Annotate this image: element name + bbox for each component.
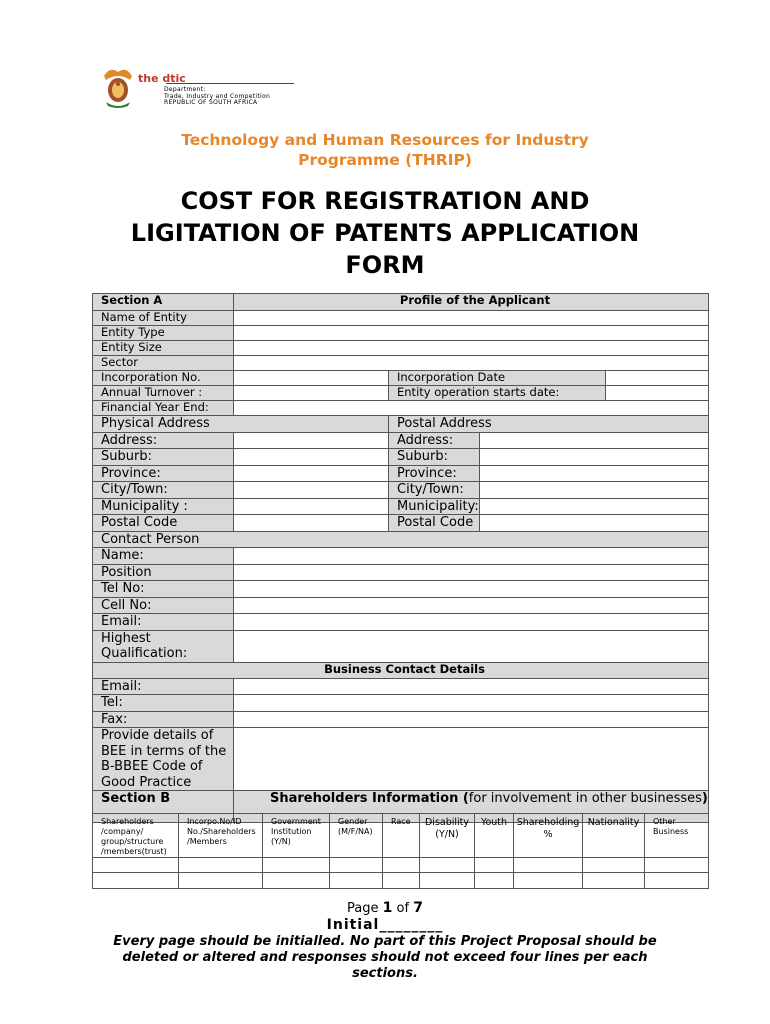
initial-line: Initial________: [326, 917, 444, 933]
operation-start-label: Entity operation starts date:: [389, 386, 606, 401]
shareholder-cell[interactable]: [514, 873, 583, 889]
entity-type-field[interactable]: [234, 326, 709, 341]
coat-of-arms-icon: [100, 66, 136, 108]
shareholder-cell[interactable]: [179, 873, 263, 889]
physical-city-label: City/Town:: [93, 482, 234, 499]
name-of-entity-field[interactable]: [234, 311, 709, 326]
physical-city-field[interactable]: [234, 482, 389, 499]
financial-year-end-label: Financial Year End:: [93, 401, 234, 416]
contact-tel-field[interactable]: [234, 581, 709, 598]
section-b-label: Section B: [93, 791, 234, 823]
col-incorporation-no: Incorpo.No/ID No./Shareholders /Members: [179, 814, 263, 858]
physical-municipality-label: Municipality :: [93, 498, 234, 515]
shareholder-cell[interactable]: [383, 858, 420, 873]
incorporation-date-label: Incorporation Date: [389, 371, 606, 386]
sector-field[interactable]: [234, 356, 709, 371]
shareholder-cell[interactable]: [263, 858, 330, 873]
shareholder-cell[interactable]: [475, 873, 514, 889]
highest-qualification-field[interactable]: [234, 630, 709, 662]
postal-province-field[interactable]: [480, 465, 709, 482]
entity-type-label: Entity Type: [93, 326, 234, 341]
postal-city-label: City/Town:: [389, 482, 480, 499]
physical-province-label: Province:: [93, 465, 234, 482]
shareholder-cell[interactable]: [93, 873, 179, 889]
shareholder-cell[interactable]: [583, 873, 645, 889]
col-government-institution: Government Institution (Y/N): [263, 814, 330, 858]
contact-tel-label: Tel No:: [93, 581, 234, 598]
physical-municipality-field[interactable]: [234, 498, 389, 515]
contact-name-field[interactable]: [234, 548, 709, 565]
contact-cell-field[interactable]: [234, 597, 709, 614]
section-a-label: Section A: [93, 294, 234, 311]
postal-address-heading: Postal Address: [389, 416, 709, 433]
shareholder-cell[interactable]: [645, 858, 709, 873]
postal-municipality-field[interactable]: [480, 498, 709, 515]
incorporation-date-field[interactable]: [606, 371, 709, 386]
business-tel-field[interactable]: [234, 695, 709, 712]
postal-address-label: Address:: [389, 432, 480, 449]
page-indicator: Page 1 of 7: [347, 900, 423, 916]
sector-label: Sector: [93, 356, 234, 371]
physical-postal-code-label: Postal Code: [93, 515, 234, 532]
bee-details-field[interactable]: [234, 728, 709, 791]
shareholder-cell[interactable]: [179, 858, 263, 873]
name-of-entity-label: Name of Entity: [93, 311, 234, 326]
footer-notice: Every page should be initialled. No part of this Project Proposal should be deleted or altered and responses should not exceed four lines per each sections.: [113, 934, 657, 981]
form-title: COST FOR REGISTRATION AND LIGITATION OF PATENTS APPLICATION FORM: [130, 187, 640, 279]
financial-year-end-field[interactable]: [234, 401, 709, 416]
col-disability: Disability (Y/N): [420, 814, 475, 858]
business-email-label: Email:: [93, 678, 234, 695]
postal-postal-code-label: Postal Code: [389, 515, 480, 532]
bee-details-label: Provide details of BEE in terms of the B-BBEE Code of Good Practice: [93, 728, 234, 791]
shareholder-cell[interactable]: [263, 873, 330, 889]
business-email-field[interactable]: [234, 678, 709, 695]
incorporation-no-field[interactable]: [234, 371, 389, 386]
profile-heading: Profile of the Applicant: [234, 294, 709, 311]
postal-municipality-label: Municipality:: [389, 498, 480, 515]
shareholder-cell[interactable]: [583, 858, 645, 873]
shareholder-cell[interactable]: [645, 873, 709, 889]
contact-position-label: Position: [93, 564, 234, 581]
shareholder-cell[interactable]: [420, 858, 475, 873]
postal-suburb-label: Suburb:: [389, 449, 480, 466]
postal-province-label: Province:: [389, 465, 480, 482]
entity-size-label: Entity Size: [93, 341, 234, 356]
shareholders-heading: Shareholders Information (for involvement in other businesses): [234, 791, 709, 823]
physical-province-field[interactable]: [234, 465, 389, 482]
shareholder-cell[interactable]: [93, 858, 179, 873]
shareholder-cell[interactable]: [475, 858, 514, 873]
col-youth: Youth: [475, 814, 514, 858]
business-fax-label: Fax:: [93, 711, 234, 728]
col-shareholding: Shareholding %: [514, 814, 583, 858]
logo-brand: the dtic: [138, 72, 186, 85]
logo-department: Department: Trade, Industry and Competition REPUBLIC OF SOUTH AFRICA: [164, 86, 271, 106]
postal-suburb-field[interactable]: [480, 449, 709, 466]
shareholder-cell[interactable]: [514, 858, 583, 873]
physical-suburb-label: Suburb:: [93, 449, 234, 466]
contact-email-field[interactable]: [234, 614, 709, 631]
col-other-business: Other Business: [645, 814, 709, 858]
annual-turnover-field[interactable]: [234, 386, 389, 401]
shareholder-cell[interactable]: [420, 873, 475, 889]
section-a-table: [92, 293, 709, 823]
contact-name-label: Name:: [93, 548, 234, 565]
incorporation-no-label: Incorporation No.: [93, 371, 234, 386]
logo-divider: [166, 83, 294, 84]
col-race: Race: [383, 814, 420, 858]
physical-address-heading: Physical Address: [93, 416, 389, 433]
physical-address-field[interactable]: [234, 432, 389, 449]
contact-cell-label: Cell No:: [93, 597, 234, 614]
business-fax-field[interactable]: [234, 711, 709, 728]
highest-qualification-label: Highest Qualification:: [93, 630, 234, 662]
programme-title: Technology and Human Resources for Industry Programme (THRIP): [181, 131, 589, 169]
col-nationality: Nationality: [583, 814, 645, 858]
postal-postal-code-field[interactable]: [480, 515, 709, 532]
physical-address-label: Address:: [93, 432, 234, 449]
col-shareholders: Shareholders /company/ group/structure /members(trust): [93, 814, 179, 858]
physical-suburb-field[interactable]: [234, 449, 389, 466]
shareholder-cell[interactable]: [330, 873, 383, 889]
postal-address-field[interactable]: [480, 432, 709, 449]
contact-email-label: Email:: [93, 614, 234, 631]
shareholder-cell[interactable]: [383, 873, 420, 889]
physical-postal-code-field[interactable]: [234, 515, 389, 532]
shareholder-cell[interactable]: [330, 858, 383, 873]
operation-start-field[interactable]: [606, 386, 709, 401]
entity-size-field[interactable]: [234, 341, 709, 356]
contact-position-field[interactable]: [234, 564, 709, 581]
col-gender: Gender (M/F/NA): [330, 814, 383, 858]
dtic-logo: [100, 66, 300, 110]
annual-turnover-label: Annual Turnover :: [93, 386, 234, 401]
contact-person-heading: Contact Person: [93, 531, 709, 548]
postal-city-field[interactable]: [480, 482, 709, 499]
business-contact-heading: Business Contact Details: [93, 662, 709, 678]
shareholders-table: [92, 813, 709, 889]
business-tel-label: Tel:: [93, 695, 234, 712]
